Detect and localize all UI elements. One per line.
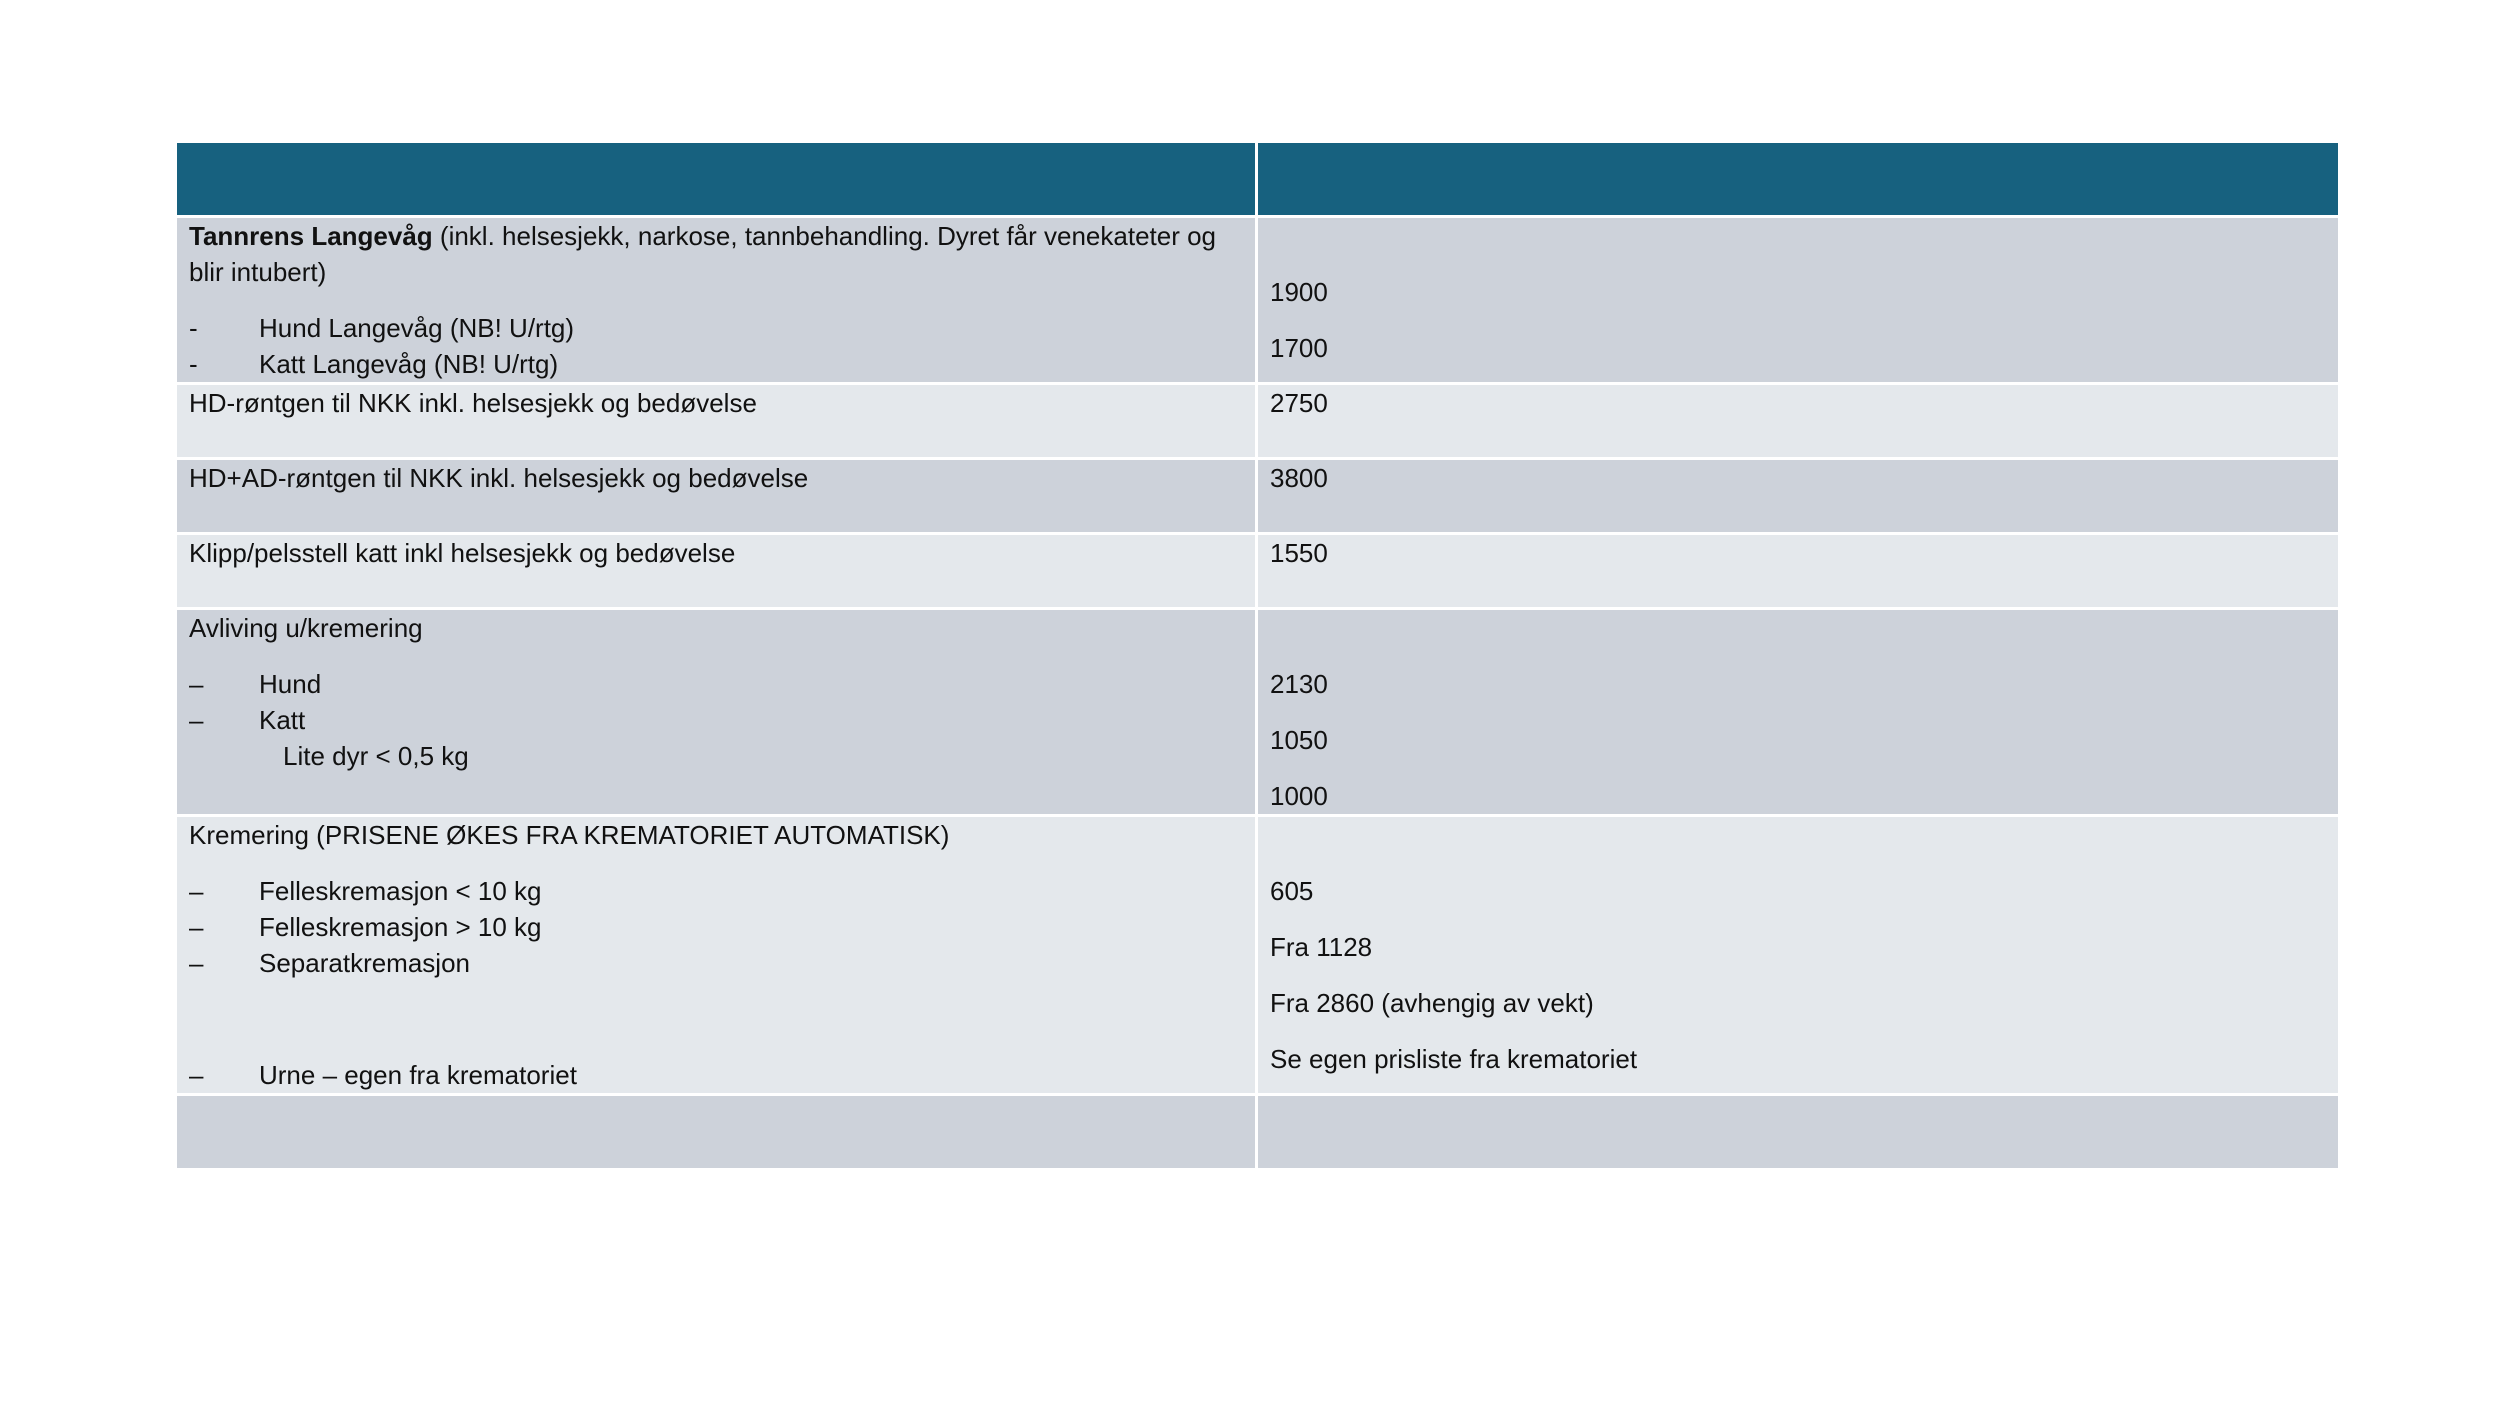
service-cell — [176, 459, 1257, 534]
service-cell — [176, 1095, 1257, 1170]
service-cell — [176, 384, 1257, 459]
list-item: – Felleskremasjon < 10 kg — [189, 876, 542, 906]
table-row — [176, 459, 2340, 534]
price-value: 1000 — [1270, 781, 1328, 811]
list-item: – Urne – egen fra krematoriet — [189, 1060, 577, 1090]
price-value: 1550 — [1270, 538, 1328, 568]
list-item: – Felleskremasjon > 10 kg — [189, 912, 542, 942]
price-cell — [1257, 217, 2340, 384]
table-header-row — [176, 142, 2340, 217]
price-value: 1700 — [1270, 333, 1328, 363]
price-value: 1050 — [1270, 725, 1328, 755]
price-cell — [1257, 534, 2340, 609]
list-sub-item: Lite dyr < 0,5 kg — [283, 741, 469, 771]
service-cell — [176, 609, 1257, 816]
table-row — [176, 816, 2340, 1095]
service-text: HD-røntgen til NKK inkl. helsesjekk og bedøvelse — [189, 388, 757, 418]
price-value: 1900 — [1270, 277, 1328, 307]
table-row — [176, 217, 2340, 384]
price-cell — [1257, 1095, 2340, 1170]
service-cell — [176, 816, 1257, 1095]
service-title: Tannrens Langevåg (inkl. helsesjekk, narkose, tannbehandling. Dyret får venekateter og blir intubert) — [189, 221, 1217, 287]
header-cell-price — [1257, 142, 2340, 217]
price-value: Fra 1128 — [1270, 932, 1373, 962]
price-table — [174, 140, 2341, 1171]
price-cell — [1257, 384, 2340, 459]
price-value: 3800 — [1270, 463, 1328, 493]
table-row — [176, 384, 2340, 459]
table-row — [176, 609, 2340, 816]
service-text: HD+AD-røntgen til NKK inkl. helsesjekk og bedøvelse — [189, 463, 809, 493]
service-text: Klipp/pelsstell katt inkl helsesjekk og bedøvelse — [189, 538, 736, 568]
service-cell — [176, 217, 1257, 384]
price-cell — [1257, 609, 2340, 816]
list-item: – Separatkremasjon — [189, 948, 470, 978]
table-row — [176, 1095, 2340, 1170]
price-value: Fra 2860 (avhengig av vekt) — [1270, 988, 1594, 1018]
list-item: - Hund Langevåg (NB! U/rtg) — [189, 313, 575, 343]
service-title: Avliving u/kremering — [189, 613, 423, 643]
price-value: 2750 — [1270, 388, 1328, 418]
header-cell-service — [176, 142, 1257, 217]
list-item: – Hund — [189, 669, 322, 699]
list-item: - Katt Langevåg (NB! U/rtg) — [189, 349, 559, 379]
service-title: Kremering (PRISENE ØKES FRA KREMATORIET AUTOMATISK) — [189, 820, 950, 850]
table-row — [176, 534, 2340, 609]
service-cell — [176, 534, 1257, 609]
list-item: – Katt — [189, 705, 306, 735]
price-cell — [1257, 816, 2340, 1095]
price-value: 605 — [1270, 876, 1314, 906]
price-value: Se egen prisliste fra krematoriet — [1270, 1044, 1638, 1074]
price-cell — [1257, 459, 2340, 534]
price-value: 2130 — [1270, 669, 1328, 699]
